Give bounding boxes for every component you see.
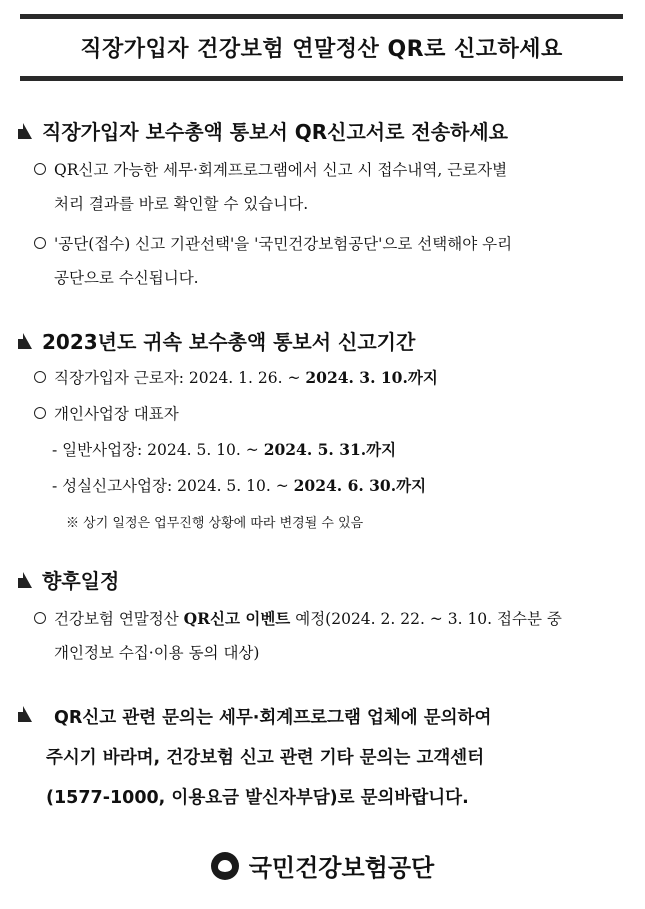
bullet-continuation: 공단으로 수신됩니다. <box>54 269 199 287</box>
bullet-item-owner <box>34 402 179 424</box>
bullet-text: 개인사업장 대표자 <box>54 405 179 423</box>
period-label: - 일반사업장: 2024. 5. 10. ~ <box>52 441 264 459</box>
page-title: 직장가입자 건강보험 연말정산 QR로 신고하세요 <box>80 36 563 62</box>
section-heading-schedule <box>18 565 119 594</box>
bullet-text: '공단(접수) 신고 기관선택'을 '국민건강보험공단'으로 선택해야 우리 <box>54 235 513 253</box>
inquiry-text-line: QR신고 관련 문의는 세무·회계프로그램 업체에 문의하여 <box>54 708 492 728</box>
section-marker-icon <box>18 123 33 139</box>
circle-bullet-icon <box>34 237 46 249</box>
event-name: QR신고 이벤트 <box>183 609 291 628</box>
circle-bullet-icon <box>34 371 46 383</box>
inquiry-text-line: (1577-1000, 이용요금 발신자부담)로 문의바랍니다. <box>46 788 469 808</box>
section-marker-icon <box>18 706 33 722</box>
circle-bullet-icon <box>34 407 46 419</box>
organization-footer <box>0 848 645 883</box>
section-marker-icon <box>18 333 33 349</box>
bullet-item-event <box>34 607 562 629</box>
section-heading-text: 향후일정 <box>42 569 120 593</box>
bullet-continuation: 개인정보 수집·이용 동의 대상) <box>54 644 260 662</box>
period-label: 직장가입자 근로자: 2024. 1. 26. ~ <box>54 369 306 387</box>
section-heading-filing-period <box>18 326 415 355</box>
circle-bullet-icon <box>34 163 46 175</box>
nhis-logo-icon <box>211 852 239 880</box>
bullet-item <box>34 232 512 254</box>
inquiry-marker <box>18 706 42 722</box>
bullet-text: QR신고 가능한 세무·회계프로그램에서 신고 시 접수내역, 근로자별 <box>54 161 508 179</box>
period-end-date: 2024. 3. 10.까지 <box>305 368 438 387</box>
schedule-note: ※ 상기 일정은 업무진행 상황에 따라 변경될 수 있음 <box>66 516 364 531</box>
title-bottom-rule <box>20 76 623 81</box>
section-heading-text: 직장가입자 보수총액 통보서 QR신고서로 전송하세요 <box>42 120 508 144</box>
top-rule <box>20 14 623 19</box>
section-heading-text: 2023년도 귀속 보수총액 통보서 신고기간 <box>42 330 416 354</box>
bullet-continuation: 처리 결과를 바로 확인할 수 있습니다. <box>54 195 309 213</box>
bullet-item-employee <box>34 366 438 388</box>
organization-name: 국민건강보험공단 <box>248 854 435 882</box>
sub-item-general <box>52 438 396 460</box>
sub-item-faithful <box>52 474 426 496</box>
circle-bullet-icon <box>34 612 46 624</box>
section-heading-qr-submission <box>18 116 508 145</box>
bullet-item <box>34 158 507 180</box>
bullet-text: 건강보험 연말정산 <box>54 610 184 628</box>
period-end-date: 2024. 6. 30.까지 <box>293 476 427 495</box>
period-label: - 성실신고사업장: 2024. 5. 10. ~ <box>52 477 294 495</box>
bullet-text: 예정(2024. 2. 22. ~ 3. 10. 접수분 중 <box>290 610 562 628</box>
inquiry-text-line: 주시기 바라며, 건강보험 신고 관련 기타 문의는 고객센터 <box>46 748 485 768</box>
period-end-date: 2024. 5. 31.까지 <box>263 440 397 459</box>
section-marker-icon <box>18 572 33 588</box>
